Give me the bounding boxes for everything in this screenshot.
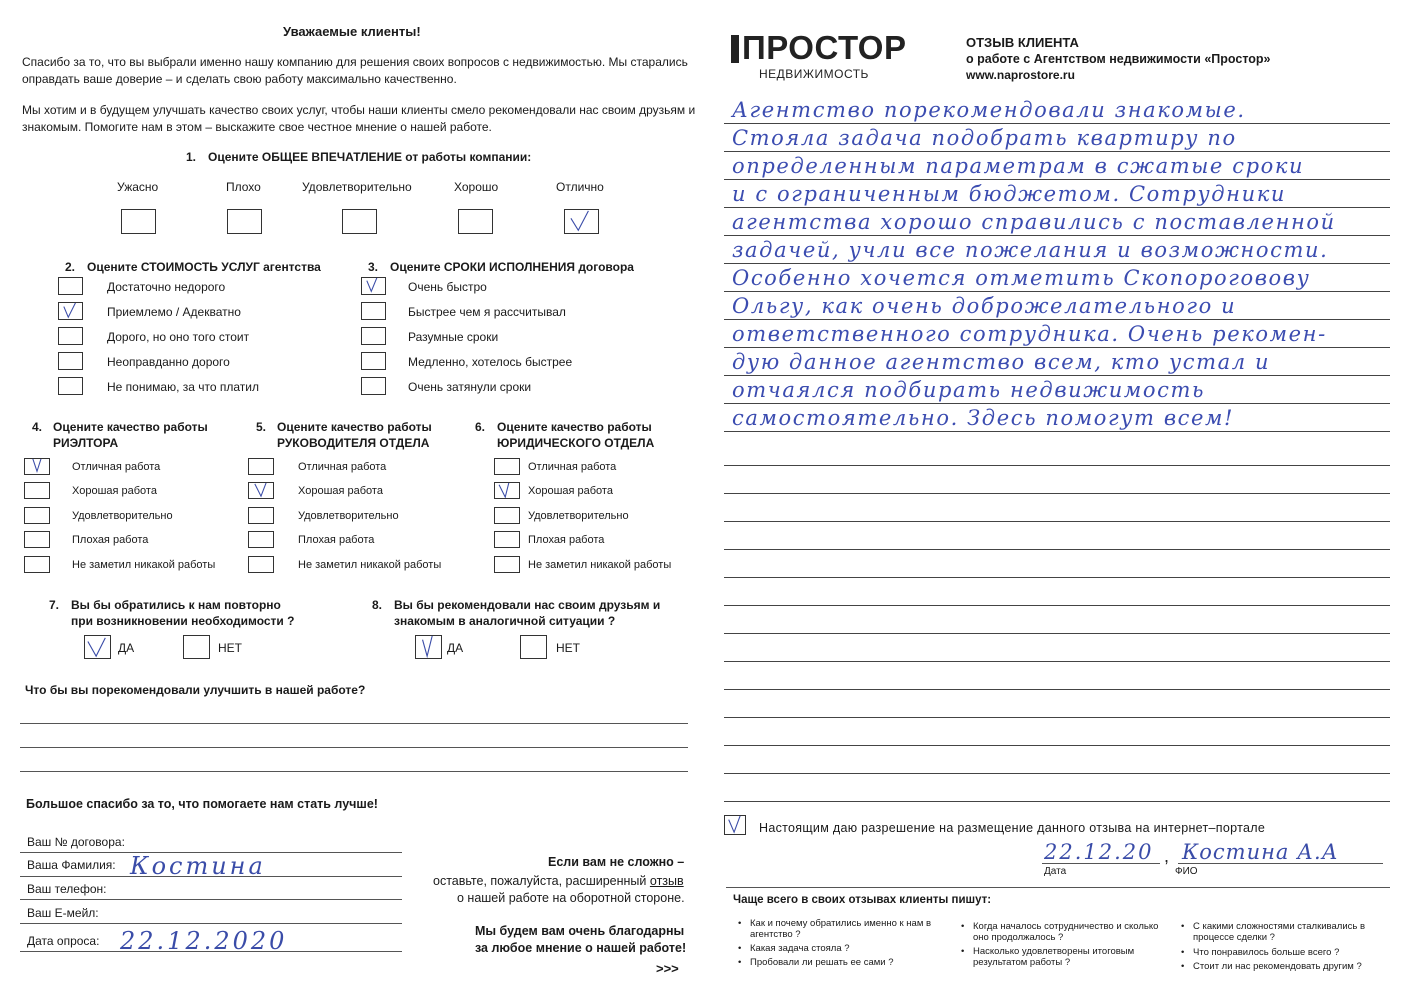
answer-line[interactable] bbox=[20, 771, 688, 772]
q3-checkbox-1[interactable] bbox=[361, 277, 386, 295]
q8-title-2: знакомым в аналогичной ситуации ? bbox=[394, 614, 616, 628]
q1-checkbox-2[interactable] bbox=[227, 209, 262, 234]
checkmark-icon bbox=[59, 303, 82, 319]
q3-option-label: Медленно, хотелось быстрее bbox=[408, 355, 573, 369]
q3-checkbox-2[interactable] bbox=[361, 302, 386, 320]
q4-option-label: Удовлетворительно bbox=[72, 510, 173, 522]
faq-item: • С какими сложностями сталкивались в процессе сделки ? bbox=[1193, 921, 1383, 943]
q1-checkbox-3[interactable] bbox=[342, 209, 377, 234]
ruled-line bbox=[724, 689, 1390, 690]
q1-number: 1. bbox=[186, 150, 197, 164]
q5-checkbox-4[interactable] bbox=[248, 531, 274, 548]
checkmark-icon bbox=[25, 459, 49, 474]
q5-option-label: Удовлетворительно bbox=[298, 510, 399, 522]
q3-option-label: Разумные сроки bbox=[408, 330, 499, 344]
website-link[interactable]: www.naprostore.ru bbox=[966, 68, 1075, 82]
q7-yes-checkbox[interactable] bbox=[84, 635, 111, 659]
q6-checkbox-1[interactable] bbox=[494, 458, 520, 475]
q3-option-label: Быстрее чем я рассчитывал bbox=[408, 305, 566, 319]
q4-title-2: РИЭЛТОРА bbox=[53, 436, 119, 450]
q6-option-label: Отличная работа bbox=[528, 461, 617, 473]
q5-title-2: РУКОВОДИТЕЛЯ ОТДЕЛА bbox=[277, 436, 430, 450]
review-line: и с ограниченным бюджетом. Сотрудники bbox=[732, 182, 1286, 206]
note-line-1: Если вам не сложно – bbox=[548, 855, 685, 869]
q4-checkbox-4[interactable] bbox=[24, 531, 50, 548]
q4-title: Оцените качество работы bbox=[53, 420, 208, 434]
faq-item: • Какая задача стояла ? bbox=[750, 943, 940, 954]
review-line: агентства хорошо справились с поставленной bbox=[732, 210, 1336, 234]
q6-title-2: ЮРИДИЧЕСКОГО ОТДЕЛА bbox=[497, 436, 655, 450]
checkmark-icon bbox=[249, 483, 273, 498]
q6-checkbox-2[interactable] bbox=[494, 482, 520, 499]
faq-title: Чаще всего в своих отзывах клиенты пишут: bbox=[733, 894, 992, 906]
q5-option-label: Отличная работа bbox=[298, 461, 387, 473]
ruled-line bbox=[724, 493, 1390, 494]
faq-item: • Как и почему обратились именно к нам в агентство ? bbox=[750, 918, 940, 940]
review-subtitle: о работе с Агентством недвижимости «Простор» bbox=[966, 52, 1271, 66]
separator: , bbox=[1164, 846, 1170, 866]
q2-option-label: Дорого, но оно того стоит bbox=[107, 330, 250, 344]
q6-number: 6. bbox=[475, 420, 486, 434]
q3-title: Оцените СРОКИ ИСПОЛНЕНИЯ договора bbox=[390, 260, 634, 274]
q4-option-label: Плохая работа bbox=[72, 534, 149, 546]
faq-divider bbox=[726, 887, 1390, 888]
ruled-line bbox=[724, 123, 1390, 124]
sign-name-field[interactable] bbox=[1178, 863, 1383, 864]
review-line: Особенно хочется отметить Скопороговову bbox=[732, 266, 1311, 290]
q8-number: 8. bbox=[372, 598, 383, 612]
intro-paragraph-2b: знакомым. Помогите нам в этом – выскажите свое честное мнение о нашей работе. bbox=[22, 120, 492, 134]
q2-number: 2. bbox=[65, 260, 76, 274]
thanks-text: Большое спасибо за то, что помогаете нам стать лучше! bbox=[26, 797, 378, 811]
q1-option-label: Ужасно bbox=[117, 180, 159, 194]
q3-option-label: Очень затянули сроки bbox=[408, 380, 532, 394]
date-value[interactable]: 22.12.2020 bbox=[120, 927, 288, 955]
q3-checkbox-4[interactable] bbox=[361, 352, 386, 370]
q4-number: 4. bbox=[32, 420, 43, 434]
q5-checkbox-1[interactable] bbox=[248, 458, 274, 475]
faq-item: • Стоит ли нас рекомендовать другим ? bbox=[1193, 961, 1383, 972]
q6-checkbox-4[interactable] bbox=[494, 531, 520, 548]
q2-checkbox-4[interactable] bbox=[58, 352, 83, 370]
ruled-line bbox=[724, 717, 1390, 718]
faq-item: • Насколько удовлетворены итоговым результатом работы ? bbox=[973, 946, 1163, 968]
q5-option-label: Плохая работа bbox=[298, 534, 375, 546]
q4-checkbox-5[interactable] bbox=[24, 556, 50, 573]
prostor-logo bbox=[728, 27, 913, 87]
ruled-line bbox=[724, 521, 1390, 522]
q6-option-label: Не заметил никакой работы bbox=[528, 559, 672, 571]
q4-option-label: Хорошая работа bbox=[72, 485, 157, 497]
review-line: самостоятельно. Здесь помогут всем! bbox=[732, 406, 1235, 430]
ruled-line bbox=[724, 179, 1390, 180]
sign-date-value[interactable]: 22.12.20 bbox=[1044, 840, 1154, 864]
ruled-line bbox=[724, 633, 1390, 634]
q1-option-label: Отлично bbox=[556, 180, 604, 194]
q2-title: Оцените СТОИМОСТЬ УСЛУГ агентства bbox=[87, 260, 321, 274]
ruled-line bbox=[724, 801, 1390, 802]
review-line: ответственного сотрудника. Очень рекомен- bbox=[732, 322, 1327, 346]
q2-option-label: Неоправданно дорого bbox=[107, 355, 230, 369]
review-line: отчаялся подбирать недвижимость bbox=[732, 378, 1206, 402]
date-label: Дата опроса: bbox=[27, 934, 100, 948]
q6-checkbox-3[interactable] bbox=[494, 507, 520, 524]
ruled-line bbox=[724, 403, 1390, 404]
q7-title-2: при возникновении необходимости ? bbox=[71, 614, 295, 628]
q2-checkbox-5[interactable] bbox=[58, 377, 83, 395]
q3-checkbox-5[interactable] bbox=[361, 377, 386, 395]
checkmark-icon bbox=[565, 210, 598, 233]
q1-option-label: Хорошо bbox=[454, 180, 499, 194]
q7-no-label: НЕТ bbox=[218, 641, 242, 655]
q2-checkbox-1[interactable] bbox=[58, 277, 83, 295]
q3-option-label: Очень быстро bbox=[408, 280, 487, 294]
intro-paragraph-2: Мы хотим и в будущем улучшать качество своих услуг, чтобы наши клиенты смело рекомендовали нас своим друзьям и bbox=[22, 103, 696, 117]
ruled-line bbox=[724, 465, 1390, 466]
logo-main: ПРОСТОР bbox=[742, 29, 907, 66]
q7-no-checkbox[interactable] bbox=[183, 635, 210, 659]
q4-checkbox-1[interactable] bbox=[24, 458, 50, 475]
arrows-icon: >>> bbox=[656, 961, 679, 976]
faq-item: • Что понравилось больше всего ? bbox=[1193, 947, 1383, 958]
q5-option-label: Не заметил никакой работы bbox=[298, 559, 442, 571]
ruled-line bbox=[724, 605, 1390, 606]
intro-paragraph-1b: оправдать ваше доверие – и сделать свою работу максимально качественно. bbox=[22, 72, 457, 86]
q4-option-label: Не заметил никакой работы bbox=[72, 559, 216, 571]
note-line-4: Мы будем вам очень благодарны bbox=[475, 924, 685, 938]
q7-number: 7. bbox=[49, 598, 60, 612]
review-line: Агентство порекомендовали знакомые. bbox=[732, 98, 1246, 122]
ruled-line bbox=[724, 745, 1390, 746]
q8-title: Вы бы рекомендовали нас своим друзьям и bbox=[394, 598, 661, 612]
q1-checkbox-5[interactable] bbox=[564, 209, 599, 234]
q5-title: Оцените качество работы bbox=[277, 420, 432, 434]
q2-option-label: Не понимаю, за что платил bbox=[107, 380, 260, 394]
q1-option-label: Удовлетворительно bbox=[302, 180, 412, 194]
ruled-line bbox=[724, 347, 1390, 348]
checkmark-icon bbox=[416, 636, 441, 658]
q8-yes-label: ДА bbox=[447, 641, 464, 655]
permission-text: Настоящим даю разрешение на размещение данного отзыва на интернет–портале bbox=[759, 821, 1266, 835]
answer-line[interactable] bbox=[20, 747, 688, 748]
email-field[interactable] bbox=[20, 923, 402, 924]
surname-label: Ваша Фамилия: bbox=[27, 858, 116, 872]
q8-yes-checkbox[interactable] bbox=[415, 635, 442, 659]
sign-date-label: Дата bbox=[1044, 866, 1067, 877]
surname-field[interactable] bbox=[20, 876, 402, 877]
surname-value[interactable]: Костина bbox=[130, 852, 266, 880]
review-line: Стояла задача подобрать квартиру по bbox=[732, 126, 1237, 150]
q6-option-label: Удовлетворительно bbox=[528, 510, 629, 522]
ruled-line bbox=[724, 291, 1390, 292]
q4-option-label: Отличная работа bbox=[72, 461, 161, 473]
q1-option-label: Плохо bbox=[226, 180, 261, 194]
review-title: ОТЗЫВ КЛИЕНТА bbox=[966, 35, 1079, 50]
q1-checkbox-4[interactable] bbox=[458, 209, 493, 234]
sign-date-field[interactable] bbox=[1042, 863, 1160, 864]
review-line: задачей, учли все пожелания и возможности. bbox=[732, 238, 1329, 262]
ruled-line bbox=[724, 577, 1390, 578]
q1-title: Оцените ОБЩЕЕ ВПЕЧАТЛЕНИЕ от работы компании: bbox=[208, 150, 532, 164]
note-line-3: о нашей работе на оборотной стороне. bbox=[457, 891, 685, 905]
q7-title: Вы бы обратились к нам повторно bbox=[71, 598, 281, 612]
review-line: дую данное агентство всем, кто устал и bbox=[732, 350, 1271, 374]
permission-checkbox[interactable] bbox=[724, 815, 746, 835]
q5-checkbox-2[interactable] bbox=[248, 482, 274, 499]
checkmark-icon bbox=[362, 278, 385, 294]
q1-checkbox-1[interactable] bbox=[121, 209, 156, 234]
ruled-line bbox=[724, 431, 1390, 432]
review-link[interactable]: отзыв bbox=[649, 874, 684, 888]
q5-option-label: Хорошая работа bbox=[298, 485, 383, 497]
q7-yes-label: ДА bbox=[118, 641, 135, 655]
answer-line[interactable] bbox=[20, 723, 688, 724]
q6-option-label: Хорошая работа bbox=[528, 485, 613, 497]
checkmark-icon bbox=[725, 816, 745, 834]
review-line: Ольгу, как очень доброжелательного и bbox=[732, 294, 1237, 318]
q6-checkbox-5[interactable] bbox=[494, 556, 520, 573]
q6-option-label: Плохая работа bbox=[528, 534, 605, 546]
q2-option-label: Приемлемо / Адекватно bbox=[107, 305, 241, 319]
q3-checkbox-3[interactable] bbox=[361, 327, 386, 345]
q8-no-label: НЕТ bbox=[556, 641, 580, 655]
q3-number: 3. bbox=[368, 260, 379, 274]
logo-sub: НЕДВИЖИМОСТЬ bbox=[759, 67, 869, 81]
q4-checkbox-2[interactable] bbox=[24, 482, 50, 499]
greeting-heading: Уважаемые клиенты! bbox=[283, 24, 421, 39]
phone-label: Ваш телефон: bbox=[27, 882, 107, 896]
sign-name-value[interactable]: Костина А.А bbox=[1182, 840, 1339, 864]
note-line-5: за любое мнение о нашей работе! bbox=[475, 941, 687, 955]
ruled-line bbox=[724, 549, 1390, 550]
ruled-line bbox=[724, 319, 1390, 320]
email-label: Ваш Е-мейл: bbox=[27, 906, 99, 920]
ruled-line bbox=[724, 375, 1390, 376]
contract-label: Ваш № договора: bbox=[27, 835, 125, 849]
ruled-line bbox=[724, 773, 1390, 774]
ruled-line bbox=[724, 151, 1390, 152]
logo-bar-icon bbox=[731, 35, 739, 63]
q2-checkbox-3[interactable] bbox=[58, 327, 83, 345]
note-line-2: оставьте, пожалуйста, расширенный отзыв bbox=[433, 874, 684, 888]
review-line: определенным параметрам в сжатые сроки bbox=[732, 154, 1305, 178]
q8-no-checkbox[interactable] bbox=[520, 635, 547, 659]
q5-checkbox-3[interactable] bbox=[248, 507, 274, 524]
improve-question: Что бы вы порекомендовали улучшить в нашей работе? bbox=[25, 683, 366, 697]
q5-checkbox-5[interactable] bbox=[248, 556, 274, 573]
ruled-line bbox=[724, 207, 1390, 208]
ruled-line bbox=[724, 661, 1390, 662]
faq-item: • Пробовали ли решать ее сами ? bbox=[750, 957, 940, 968]
q2-checkbox-2[interactable] bbox=[58, 302, 83, 320]
intro-paragraph-1: Спасибо за то, что вы выбрали именно нашу компанию для решения своих вопросов с недвижимостью. Мы старались bbox=[22, 55, 688, 69]
sign-name-label: ФИО bbox=[1175, 866, 1198, 877]
ruled-line bbox=[724, 235, 1390, 236]
q4-checkbox-3[interactable] bbox=[24, 507, 50, 524]
faq-item: • Когда началось сотрудничество и сколько оно продолжалось ? bbox=[973, 921, 1163, 943]
ruled-line bbox=[724, 263, 1390, 264]
q5-number: 5. bbox=[256, 420, 267, 434]
checkmark-icon bbox=[85, 636, 110, 658]
phone-field[interactable] bbox=[20, 899, 402, 900]
q6-title: Оцените качество работы bbox=[497, 420, 652, 434]
date-field[interactable] bbox=[20, 951, 402, 952]
checkmark-icon bbox=[495, 483, 519, 498]
q2-option-label: Достаточно недорого bbox=[107, 280, 226, 294]
